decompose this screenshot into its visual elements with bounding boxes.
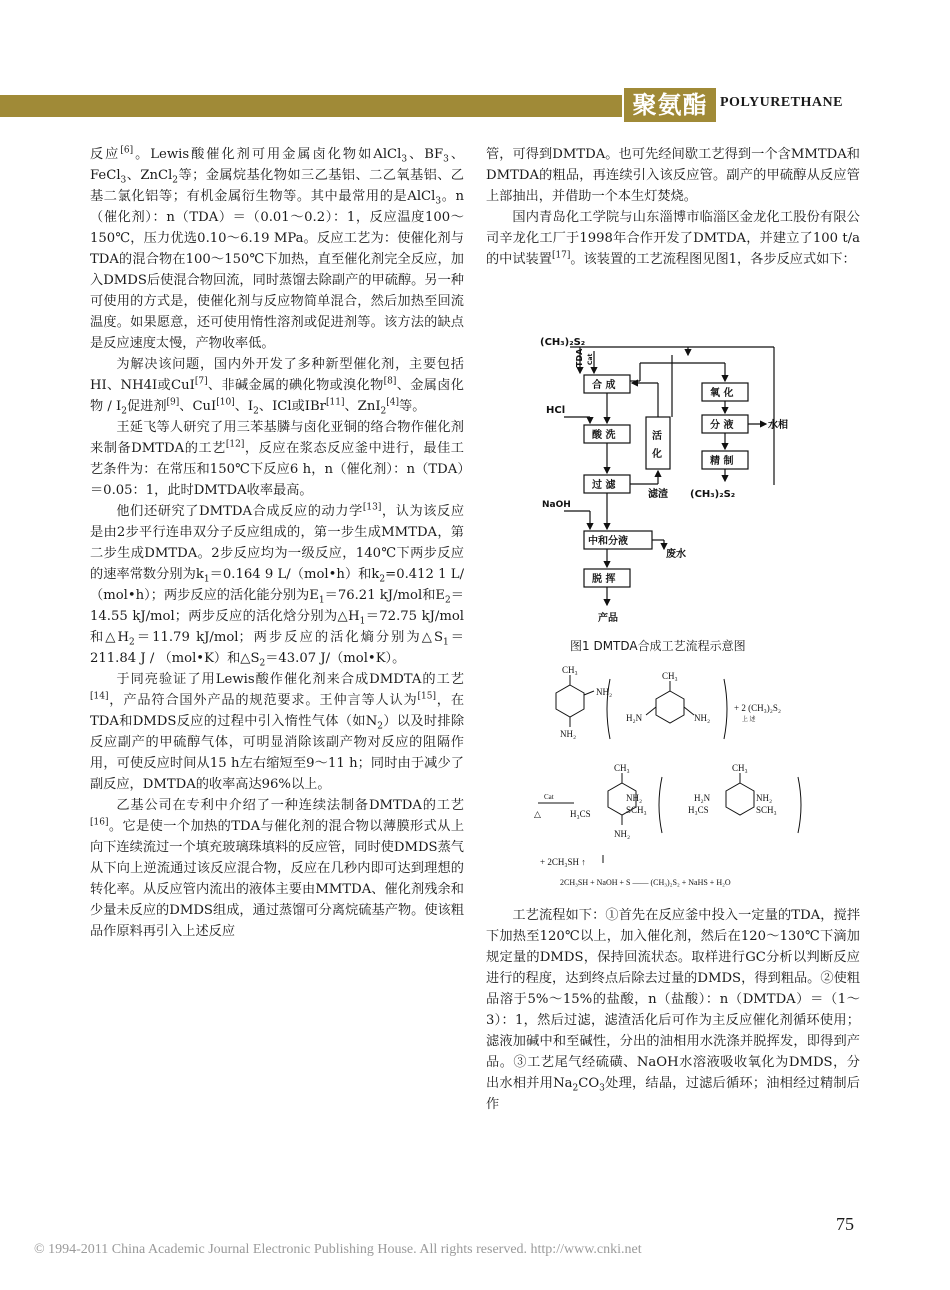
cat-label: Cat	[544, 793, 554, 801]
separation-box: 分 液	[710, 420, 734, 431]
paragraph: 国内青岛化工学院与山东淄博市临淄区金龙化工股份有限公司辛龙化工厂于1998年合作开发了DMTDA，并建立了100 t/a的中试装置[17]。该装置的工艺流程图见图1，各步反应式如下：	[486, 210, 860, 267]
paragraph: 王延飞等人研究了用三苯基膦与卤化亚铜的络合物作催化剂来制备DMTDA的工艺[12]，反应在浆态反应釜中进行，最佳工艺条件为：在常压和150℃下反应6 h，n（催化剂）：n（TDA）＝0.05：1，此时DMTDA收率最高。	[90, 420, 464, 498]
nh2-1: NH₂	[596, 687, 613, 697]
ch3-2: CH₃	[662, 671, 678, 681]
feed-label: (CH₃)₂S₂	[540, 337, 586, 348]
h3cs-2: H₃CS	[688, 805, 709, 815]
nh2-3: NH₂	[694, 713, 711, 723]
devolatilize-box: 脱 挥	[592, 574, 616, 585]
page-number: 75	[836, 1214, 854, 1234]
h3cs-1: H₃CS	[570, 809, 591, 819]
paragraph: 乙基公司在专利中介绍了一种连续法制备DMTDA的工艺[16]。它是使一个加热的TDA与催化剂的混合物以薄膜形式从上向下连续流过一个填充玻璃珠填料的反应管，同时使DMDS蒸气从下向上逆流通过该反应混合物，反应在几秒内即可达到理想的转化率。从反应管内流出的液体主要由MMTDA、催化剂残余和少量未反应的DMDS组成，通过蒸馏可分离烷硫基产物。使该粗品作原料再引入上述反应	[90, 798, 464, 939]
sch3-2: SCH₃	[756, 805, 777, 815]
recycle-label: (CH₃)₂S₂	[690, 489, 736, 500]
aqueous-label: 水相	[768, 420, 788, 431]
right-column	[486, 144, 860, 270]
h2n-2: H₂N	[694, 793, 711, 803]
neutralize-box: 中和分液	[588, 536, 628, 547]
header-bar	[0, 95, 622, 117]
reaction-scheme	[530, 665, 850, 895]
product-label: 产品	[598, 613, 618, 624]
figure-caption: 图1 DMTDA合成工艺流程示意图	[570, 639, 746, 653]
plus-dmds: + 2 (CH₃)₂S₂	[734, 703, 781, 713]
right-column-lower	[486, 905, 860, 1115]
oxidation-box: 氧 化	[710, 388, 734, 399]
left-column	[90, 144, 464, 942]
ch3-3: CH₃	[614, 763, 630, 773]
nh2-4: NH₂	[626, 793, 643, 803]
refining-box: 精 制	[710, 456, 734, 467]
synthesis-box: 合 成	[592, 380, 616, 391]
residue-label: 滤渣	[648, 489, 668, 500]
delta-label: △	[534, 809, 541, 819]
side-reaction: 2CH₃SH + NaOH + S —— (CH₃)₂S₂ + NaHS + H₂O	[560, 878, 731, 887]
process-flowchart	[520, 333, 810, 633]
ch3-1: CH₃	[562, 665, 578, 675]
paragraph: 反应[6]。Lewis酸催化剂可用金属卤化物如AlCl$_3$、$BF_3$、FeCl$_3$、ZnCl$_2$等；金属烷基化物如三乙基铝、二乙氧基铝、乙基二氯化铝等；有机金属衍生物等。其中最常用的是AlCl$_3$。n（催化剂）：n（TDA）＝（0.01～0.2）：1，反应温度100～150℃，压力优选0.10～6.19 MPa。反应工艺为：使催化剂与TDA的混合物在100～150℃下加热，直至催化剂完全反应，加入DMDS后使混合物回流，同时蒸馏去除副产的甲硫醇。另一种可使用的方式是，使催化剂与反应物简单混合，然后加热至回流温度。如果愿意，还可使用惰性溶剂或促进剂等。该方法的缺点是反应速度太慢，产物收率低。	[90, 145, 465, 351]
nh2-5: NH₂	[614, 829, 631, 839]
copyright-notice: © 1994-2011 China Academic Journal Electronic Publishing House. All rights reserved. http://www.cnki.net	[34, 1242, 642, 1257]
activation-box-1: 活	[652, 431, 662, 442]
filtration-box: 过 滤	[592, 480, 616, 491]
journal-title-en: POLYURETHANE	[720, 95, 843, 110]
h2n-1: H₂N	[626, 713, 643, 723]
nh2-2: NH₂	[560, 729, 577, 739]
paragraph: 于同亮验证了用Lewis酸作催化剂来合成DMDTA的工艺[14]，产品符合国外产品的规范要求。王仲言等人认为[15]，在TDA和DMDS反应的过程中引入惰性气体（如$N_2$）以及时排除反应副产的甲硫醇气体，可明显消除该副产物对反应的阻隔作用，可使反应时间从15 h左右缩短至9～11 h；同时由于减少了副反应，DMTDA的收率高达96%以上。	[90, 672, 465, 792]
byproduct: + 2CH₃SH ↑	[540, 857, 586, 867]
paragraph: 工艺流程如下：①首先在反应釜中投入一定量的TDA，搅拌下加热至120℃以上，加入催化剂，然后在120～130℃下滴加规定量的DMDS，保持回流状态。取样进行GC分析以判断反应进行的程度，达到终点后除去过量的DMDS，得到粗品。②使粗品溶于5%～15%的盐酸，n（盐酸）：n（DMTDA）＝（1～3）：1，然后过滤，滤渣活化后可作为主反应催化剂循环使用；滤液加碱中和至碱性，分出的油相用水洗涤并脱挥发，即得到产品。③工艺尾气经硫磺、NaOH水溶液吸收氧化为DMDS，分出水相并用$Na_2CO_3$处理，结晶，过滤后循环；油相经过精制后作	[486, 908, 860, 1112]
activation-box-2: 化	[652, 449, 662, 460]
paragraph: 管，可得到DMTDA。也可先经间歇工艺得到一个含MMTDA和DMTDA的粗品，再连续引入该反应管。副产的甲硫醇从反应管上部抽出，并借助一个本生灯焚烧。	[486, 147, 860, 204]
nh2-6: NH₂	[756, 793, 773, 803]
waste-water-label: 废水	[666, 549, 686, 560]
sch3-1: SCH₃	[626, 805, 647, 815]
tda-label: TDA	[575, 348, 584, 367]
journal-title-cn: 聚氨酯	[624, 88, 716, 122]
paragraph: 为解决该问题，国内外开发了多种新型催化剂，主要包括HI、NH4I或CuI[7]、非碱金属的碘化物或溴化物[8]、金属卤化物 / $I_2$促进剂[9]、CuI[10]、$I_2$、ICl或IBr[11]、ZnI$_2$[4]等。	[90, 357, 464, 417]
paragraph: 他们还研究了DMTDA合成反应的动力学[13]，认为该反应是由2步平行连串双分子反应组成的，第一步生成MMTDA，第二步生成DMTDA。2步反应均为一级反应，140℃下两步反应的速率常数分别为$k_1=0.164$ 9 L/（mol•h）和$k_2=0.412$ 1 L/（mol•h）；两步反应的活化能分别为$E_1=76.21$ kJ/mol和$E_2=14.55$ kJ/mol；两步反应的活化焓分别为$\triangle H_1=72.75$ kJ/mol和$\triangle H_2=11.79$ kJ/mol；两步反应的活化熵分别为$\triangle S_1=211.84$ J / （mol•K）和$\triangle S_2=43.07$ J/（mol•K）。	[90, 502, 465, 669]
acid-wash-box: 酸 洗	[592, 430, 616, 441]
cat-label: Cat	[587, 353, 594, 365]
hcl-label: HCl	[546, 405, 566, 416]
ch3-4: CH₃	[732, 763, 748, 773]
naoh-label: NaOH	[542, 500, 571, 510]
over-arrow-note: 上 述	[742, 717, 756, 723]
